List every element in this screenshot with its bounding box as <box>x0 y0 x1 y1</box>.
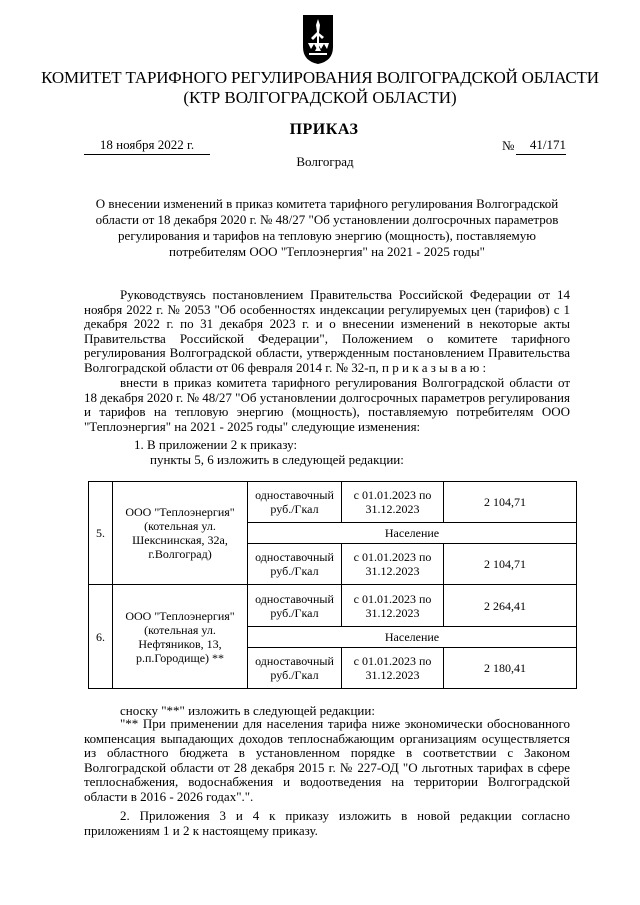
tariff-type: одноставочный руб./Гкал <box>248 647 342 688</box>
tariff-value: 2 264,41 <box>444 585 577 626</box>
row-number: 6. <box>89 585 113 689</box>
item-2-paragraph <box>84 809 570 838</box>
order-number: 41/171 <box>516 137 566 155</box>
committee-name: КОМИТЕТ ТАРИФНОГО РЕГУЛИРОВАНИЯ ВОЛГОГРАДСКОЙ ОБЛАСТИ <box>41 68 599 87</box>
order-subject: О внесении изменений в приказ комитета тарифного регулирования Волгоградской области от 18 декабря 2020 г. № 48/27 "Об установлении долгосрочных параметров регулирования и тарифов на тепловую энергию (мощность), поставляемую потребителям ООО "Теплоэнергия" на 2021 - 2025 годы" <box>95 196 559 259</box>
tariff-value: 2 180,41 <box>444 647 577 688</box>
item-2-text: 2. Приложения 3 и 4 к приказу изложить в новой редакции согласно приложениям 1 и 2 к настоящему приказу. <box>84 808 570 838</box>
tariff-value: 2 104,71 <box>444 544 577 585</box>
item-1-sub: пункты 5, 6 изложить в следующей редакции: <box>150 452 404 467</box>
coat-of-arms-emblem <box>302 13 334 65</box>
tariff-period: с 01.01.2023 по 31.12.2023 <box>342 544 444 585</box>
amend-text: внести в приказ комитета тарифного регулирования Волгоградской области от 18 декабря 2020 г. № 48/27 "Об установлении долгосрочных параметров регулирования и тарифов на тепловую энергию (мощность), поставляемую потребителям ООО "Теплоэнергия" на 2021 - 2025 годы" следующие изменения: <box>84 375 570 434</box>
footnote-intro: сноску "**" изложить в следующей редакции: <box>120 703 375 718</box>
preamble-paragraph <box>84 288 570 376</box>
tariff-period: с 01.01.2023 по 31.12.2023 <box>342 482 444 523</box>
item-1: 1. В приложении 2 к приказу: <box>134 437 298 452</box>
footnote-text: "** При применении для населения тарифа ниже экономически обоснованного компенсация выпадающих доходов теплоснабжающим организациям осуществляется из областного бюджета в установленном порядке в соответствии с Законом Волгоградской области от 28 декабря 2015 г. № 227-ОД "О льготных тарифах в сфере теплоснабжения, водоснабжения и водоотведения на территории Волгоградской области в 2016 - 2026 годах".". <box>84 716 570 804</box>
committee-short-name: (КТР ВОЛГОГРАДСКОЙ ОБЛАСТИ) <box>183 88 457 107</box>
order-number-label: № <box>502 138 515 153</box>
row-number: 5. <box>89 482 113 585</box>
footnote-paragraph <box>84 717 570 805</box>
population-label: Население <box>248 626 577 647</box>
tariff-period: с 01.01.2023 по 31.12.2023 <box>342 647 444 688</box>
organization-cell: ООО "Теплоэнергия" (котельная ул. Нефтяников, 13, р.п.Городище) ** <box>113 585 248 689</box>
tariff-type: одноставочный руб./Гкал <box>248 482 342 523</box>
order-date: 18 ноября 2022 г. <box>84 137 210 155</box>
population-label: Население <box>248 523 577 544</box>
order-title: ПРИКАЗ <box>289 121 359 138</box>
table-row <box>89 585 577 626</box>
tariff-period: с 01.01.2023 по 31.12.2023 <box>342 585 444 626</box>
preamble-text: Руководствуясь постановлением Правительства Российской Федерации от 14 ноября 2022 г. № 2053 "Об особенностях индексации регулируемых цен (тарифов) с 1 декабря 2022 г. по 31 декабря 2023 г. и о внесении изменений в некоторые акты Правительства Российской Федерации", Положением о комитете тарифного регулирования Волгоградской области, утвержденным постановлением Правительства Волгоградской области от 06 февраля 2014 г. № 32-п, п р и к а з ы в а ю : <box>84 287 570 375</box>
tariff-table <box>88 481 577 689</box>
tariff-value: 2 104,71 <box>444 482 577 523</box>
tariff-type: одноставочный руб./Гкал <box>248 585 342 626</box>
table-row <box>89 482 577 523</box>
order-city: Волгоград <box>296 154 354 169</box>
organization-cell: ООО "Теплоэнергия" (котельная ул. Шекснинская, 32а, г.Волгоград) <box>113 482 248 585</box>
tariff-type: одноставочный руб./Гкал <box>248 544 342 585</box>
amend-paragraph <box>84 376 570 434</box>
